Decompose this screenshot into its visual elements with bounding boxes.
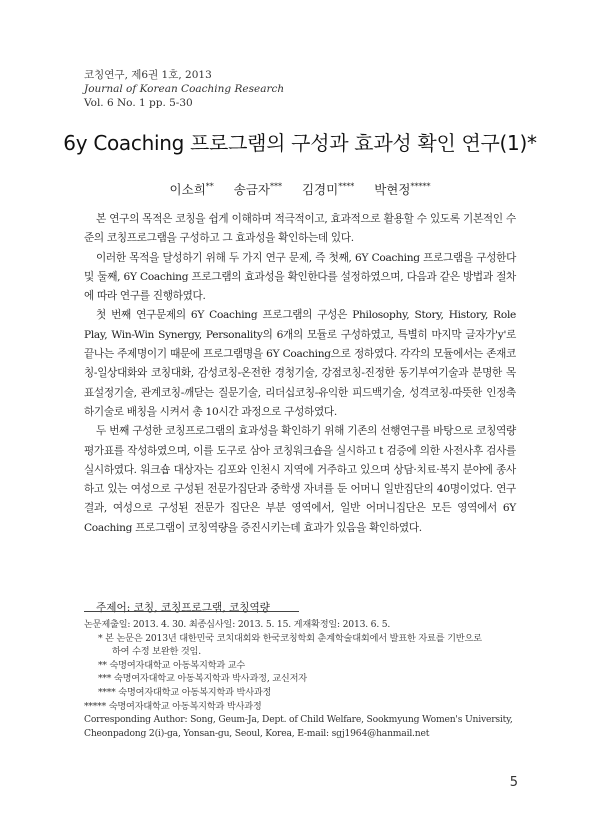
footnote-4: **** 숙명여자대학교 아동복지학과 박사과정 — [98, 686, 272, 698]
journal-header — [84, 68, 284, 110]
corresponding-address: Cheonpadong 2(i)-ga, Yonsan-gu, Seoul, Korea, E-mail: sgj1964@hanmail.net — [84, 727, 430, 739]
author — [302, 182, 354, 197]
author — [170, 182, 214, 197]
corresponding-author: Corresponding Author: Song, Geum-Ja, Dept. of Child Welfare, Sookmyung Women's University, — [84, 714, 513, 726]
footnote-1-cont: 하여 수정 보완한 것임. — [112, 646, 201, 658]
journal-volume-pages: Vol. 6 No. 1 pp. 5-30 — [84, 97, 193, 109]
author-mark: ***** — [410, 181, 431, 191]
abstract-paragraph: 첫 번째 연구문제의 6Y Coaching 프로그램의 구성은 Philosophy, Story, History, Role Play, Win-Win Synergy, Personality의 6개의 모듈로 구성하였고, 특별히 마지막 글자가'y'로 끝나는 주제명이기 때문에 프로그램명을 6Y Coaching으로 정하였다. 각각의 모듈에서는 존재코칭-일상대화와 코칭대화, 감성코칭-온전한 경청기술, 강점코칭-진정한 동기부여기술과 분명한 목표설정기술, 관계코칭-깨닫는 질문기술, 리더십코칭-유익한 피드백기술, 성격코칭-따뜻한 인정축하기술로 배칭을 시켜서 총 10시간 과정으로 구성하였다. — [84, 309, 516, 418]
page-number: 5 — [509, 775, 518, 790]
author-list — [0, 180, 600, 198]
abstract-paragraph: 본 연구의 목적은 코칭을 쉽게 이해하며 적극적이고, 효과적으로 활용할 수 있도록 기본적인 수준의 코칭프로그램을 구성하고 그 효과성을 확인하는데 있다. — [84, 213, 516, 245]
footnote-3: *** 숙명여자대학교 아동복지학과 박사과정, 교신저자 — [98, 673, 307, 685]
footnote-1: * 본 논문은 2013년 대한민국 코치대회와 한국코칭학회 춘계학술대회에서 발표한 자료를 기반으로 — [98, 632, 482, 644]
journal-name: Journal of Korean Coaching Research — [84, 83, 285, 95]
abstract-paragraph: 두 번째 구성한 코칭프로그램의 효과성을 확인하기 위해 기존의 선행연구를 바탕으로 코칭역량평가표를 작성하였으며, 이를 도구로 삼아 코칭워크숍을 실시하고 t 검증에 의한 사전사후 검사를 실시하였다. 워크숍 대상자는 김포와 인천시 지역에 거주하고 있으며 상담·치료·복지 분야에 종사하고 있는 여성으로 구성된 전문가집단과 중학생 자녀를 둔 어머니 일반집단의 40명이었다. 연구 결과, 여성으로 구성된 전문가 집단은 부분 영역에서, 일반 어머니집단은 모든 영역에서 6Y Coaching 프로그램이 코칭역량을 증진시키는데 효과가 있음을 확인하였다. — [84, 425, 516, 534]
footnote-5: ***** 숙명여자대학교 아동복지학과 박사과정 — [84, 700, 262, 712]
paper-title: 6y Coaching 프로그램의 구성과 효과성 확인 연구(1)* — [63, 131, 537, 155]
author-mark: **** — [338, 181, 355, 191]
footnote-2: ** 숙명여자대학교 아동복지학과 교수 — [98, 659, 246, 671]
abstract-paragraph: 이러한 목적을 달성하기 위해 두 가지 연구 문제, 즉 첫째, 6Y Coaching 프로그램을 구성한다 및 둘째, 6Y Coaching 프로그램의 효과성을 확인한다를 설정하였으며, 다음과 같은 방법과 절차에 따라 연구를 진행하였다. — [84, 251, 516, 303]
author-name: 이소희 — [169, 182, 206, 197]
journal-volume-korean: 코칭연구, 제6권 1호, 2013 — [84, 69, 212, 81]
keywords: 주제어: 코칭, 코칭프로그램, 코칭역량 — [96, 602, 270, 614]
author — [234, 182, 282, 197]
footnote-divider — [84, 611, 299, 612]
footnotes — [84, 618, 520, 740]
author-name: 김경미 — [301, 182, 339, 197]
author — [374, 182, 430, 197]
author-name: 박현정 — [374, 182, 411, 197]
author-name: 송금자 — [233, 182, 270, 197]
author-mark: *** — [270, 181, 282, 191]
abstract — [84, 210, 516, 538]
author-mark: ** — [205, 181, 214, 191]
submission-dates: 논문제출일: 2013. 4. 30. 최종심사일: 2013. 5. 15. 게재확정일: 2013. 6. 5. — [84, 619, 391, 630]
